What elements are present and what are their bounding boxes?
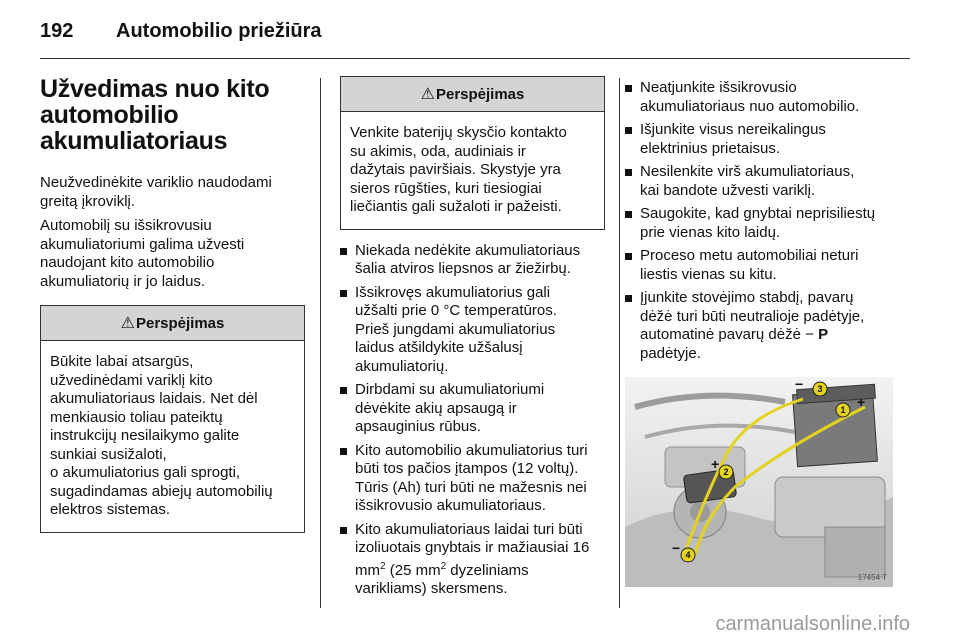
warning-title: Perspėjimas [135, 314, 225, 332]
text-run: (25 mm [385, 561, 441, 579]
text-run: automatinė pavarų dėžė [640, 326, 801, 343]
warning-text [41, 341, 304, 532]
figure-code: 17454 T [857, 573, 887, 582]
bullet-icon [625, 253, 632, 260]
warning-header [341, 77, 604, 112]
warning-line: sunkiai susižaloti, [50, 445, 167, 463]
list-line: būti tos pačios įtampos (12 voltų). [355, 460, 579, 477]
list-item [340, 242, 605, 279]
chapter-title: Automobilio priežiūra [116, 20, 322, 42]
list-item [340, 284, 605, 377]
column-divider-1 [320, 78, 321, 608]
list-line: šalia atviros liepsnos ar žiežirbų. [355, 260, 571, 277]
column-right [625, 76, 910, 587]
watermark: carmanualsonline.info [715, 613, 910, 635]
text-run: dyzeliniams [446, 561, 529, 579]
list-line: prie vienas kito laidų. [640, 223, 781, 241]
list-line: laidus atšildykite užšalusį [355, 339, 523, 356]
list-line: Išjunkite visus nereikalingus [640, 121, 826, 138]
list-line: apsauginius rūbus. [355, 418, 481, 435]
section-title: Užvedimas nuo kito automobilio akumuliatoriaus [40, 75, 270, 155]
bullet-icon [625, 295, 632, 302]
list-line: Saugokite, kad gnybtai neprisiliestų [640, 205, 876, 222]
plus-terminal-label: + [857, 394, 866, 410]
column-left [40, 76, 305, 533]
list-line: užšalti prie 0 °C temperatūros. [355, 302, 557, 319]
warning-triangle-icon: ⚠ [420, 86, 435, 103]
list-item [625, 205, 910, 242]
dash: − [805, 326, 814, 343]
warning-line: Būkite labai atsargūs, [50, 353, 194, 370]
list-line: dėvėkite akių apsaugą ir [355, 399, 517, 417]
warning-box-1 [40, 305, 305, 533]
jump-start-illustration [625, 377, 893, 587]
warning-line: akumuliatoriaus laidais. Net dėl [50, 390, 258, 407]
header-divider [40, 58, 910, 59]
list-line: izoliuotais gnybtais ir mažiausiai 16 [355, 539, 590, 556]
list-line: Kito automobilio akumuliatorius turi [355, 441, 588, 459]
warning-text [341, 112, 604, 229]
superscript: 2 [440, 560, 447, 572]
bullet-icon [625, 211, 632, 218]
warning-line: užvedinėdami variklį kito [50, 371, 213, 389]
warning-line: instrukcijų nesilaikymo galite [50, 427, 240, 444]
column-middle [340, 76, 605, 604]
minus-terminal-label: − [795, 377, 804, 392]
list-line: liestis vienas su kitu. [640, 265, 777, 283]
warning-line: o akumuliatorius gali sprogti, [50, 464, 241, 481]
list-line: Nesilenkite virš akumuliatoriaus, [640, 163, 855, 180]
list-line: Įjunkite stovėjimo stabdį, pavarų [640, 289, 854, 306]
warning-line: su akimis, oda, audiniais ir [350, 142, 526, 160]
list-line: Dirbdami su akumuliatoriumi [355, 381, 545, 398]
list-line: akumuliatoriaus nuo automobilio. [640, 97, 860, 115]
list-line: padėtyje. [640, 344, 701, 362]
intro-paragraph-1: Neužvedinėkite variklio naudodami greitą įkroviklį. [40, 174, 272, 210]
list-line: elektrinius prietaisus. [640, 139, 781, 157]
intro-paragraph-2: Automobilį su išsikrovusiu akumuliatoriumi galima užvesti naudojant kito automobilio akumuliatorių ir jo laidus. [40, 217, 245, 290]
bullet-icon [340, 527, 347, 534]
minus-terminal-label: − [672, 540, 681, 556]
list-item [625, 163, 910, 200]
warning-line: elektros sistemas. [50, 501, 171, 518]
plus-terminal-label: + [711, 456, 720, 472]
warning-line: liečiantis gali sužaloti ir pažeisti. [350, 198, 562, 215]
list-item [625, 247, 910, 284]
bullet-icon [340, 290, 347, 297]
list-line: Tūris (Ah) turi būti ne mažesnis nei [355, 478, 587, 496]
callout-2: 2 [723, 467, 729, 477]
list-item [340, 521, 605, 599]
page-number: 192 [40, 20, 74, 42]
text-run: mm [355, 561, 380, 579]
bullet-icon [340, 448, 347, 455]
warning-title: Perspėjimas [435, 85, 525, 103]
warning-box-2 [340, 76, 605, 230]
page-header [40, 20, 910, 62]
list-item [625, 121, 910, 158]
list-item [625, 79, 910, 116]
list-line: išsikrovusio akumuliatoriaus. [355, 497, 546, 514]
list-line: kai bandote užvesti variklį. [640, 181, 816, 199]
callout-3: 3 [817, 384, 823, 394]
list-item [625, 289, 910, 363]
list-line: akumuliatorių. [355, 357, 449, 375]
superscript: 2 [380, 560, 386, 572]
list-line: dėžė turi būti neutralioje padėtyje, [640, 307, 865, 325]
callout-4: 4 [685, 550, 691, 560]
list-line: Neatjunkite išsikrovusio [640, 79, 797, 96]
list-line: Kito akumuliatoriaus laidai turi būti [355, 520, 583, 538]
precaution-list [340, 242, 605, 599]
bullet-icon [625, 169, 632, 176]
column-divider-2 [619, 78, 620, 608]
bullet-icon [340, 387, 347, 394]
procedure-list [625, 79, 910, 363]
engine-bay-image [625, 377, 893, 587]
list-line [355, 558, 605, 581]
list-line: varikliams) skersmens. [355, 580, 508, 597]
list-item [340, 442, 605, 516]
callout-1: 1 [840, 405, 846, 415]
warning-line: sieros rūgšties, kuri tiesiogiai [350, 179, 542, 197]
list-line [640, 326, 910, 345]
gear-p-label: P [818, 326, 829, 343]
warning-line: menkiausio toliau pateiktų [50, 408, 223, 426]
warning-line: Venkite baterijų skysčio kontakto [350, 124, 567, 141]
bullet-icon [340, 248, 347, 255]
warning-line: dažytais paviršiais. Skystyje yra [350, 161, 561, 178]
bullet-icon [625, 127, 632, 134]
warning-header [41, 306, 304, 341]
warning-line: sugadindamas abiejų automobilių [50, 482, 273, 500]
list-line: Proceso metu automobiliai neturi [640, 247, 859, 264]
warning-triangle-icon: ⚠ [120, 315, 135, 332]
bullet-icon [625, 85, 632, 92]
list-line: Niekada nedėkite akumuliatoriaus [355, 241, 581, 259]
list-line: Prieš jungdami akumuliatorius [355, 320, 556, 338]
list-item [340, 381, 605, 437]
list-line: Išsikrovęs akumuliatorius gali [355, 283, 551, 301]
